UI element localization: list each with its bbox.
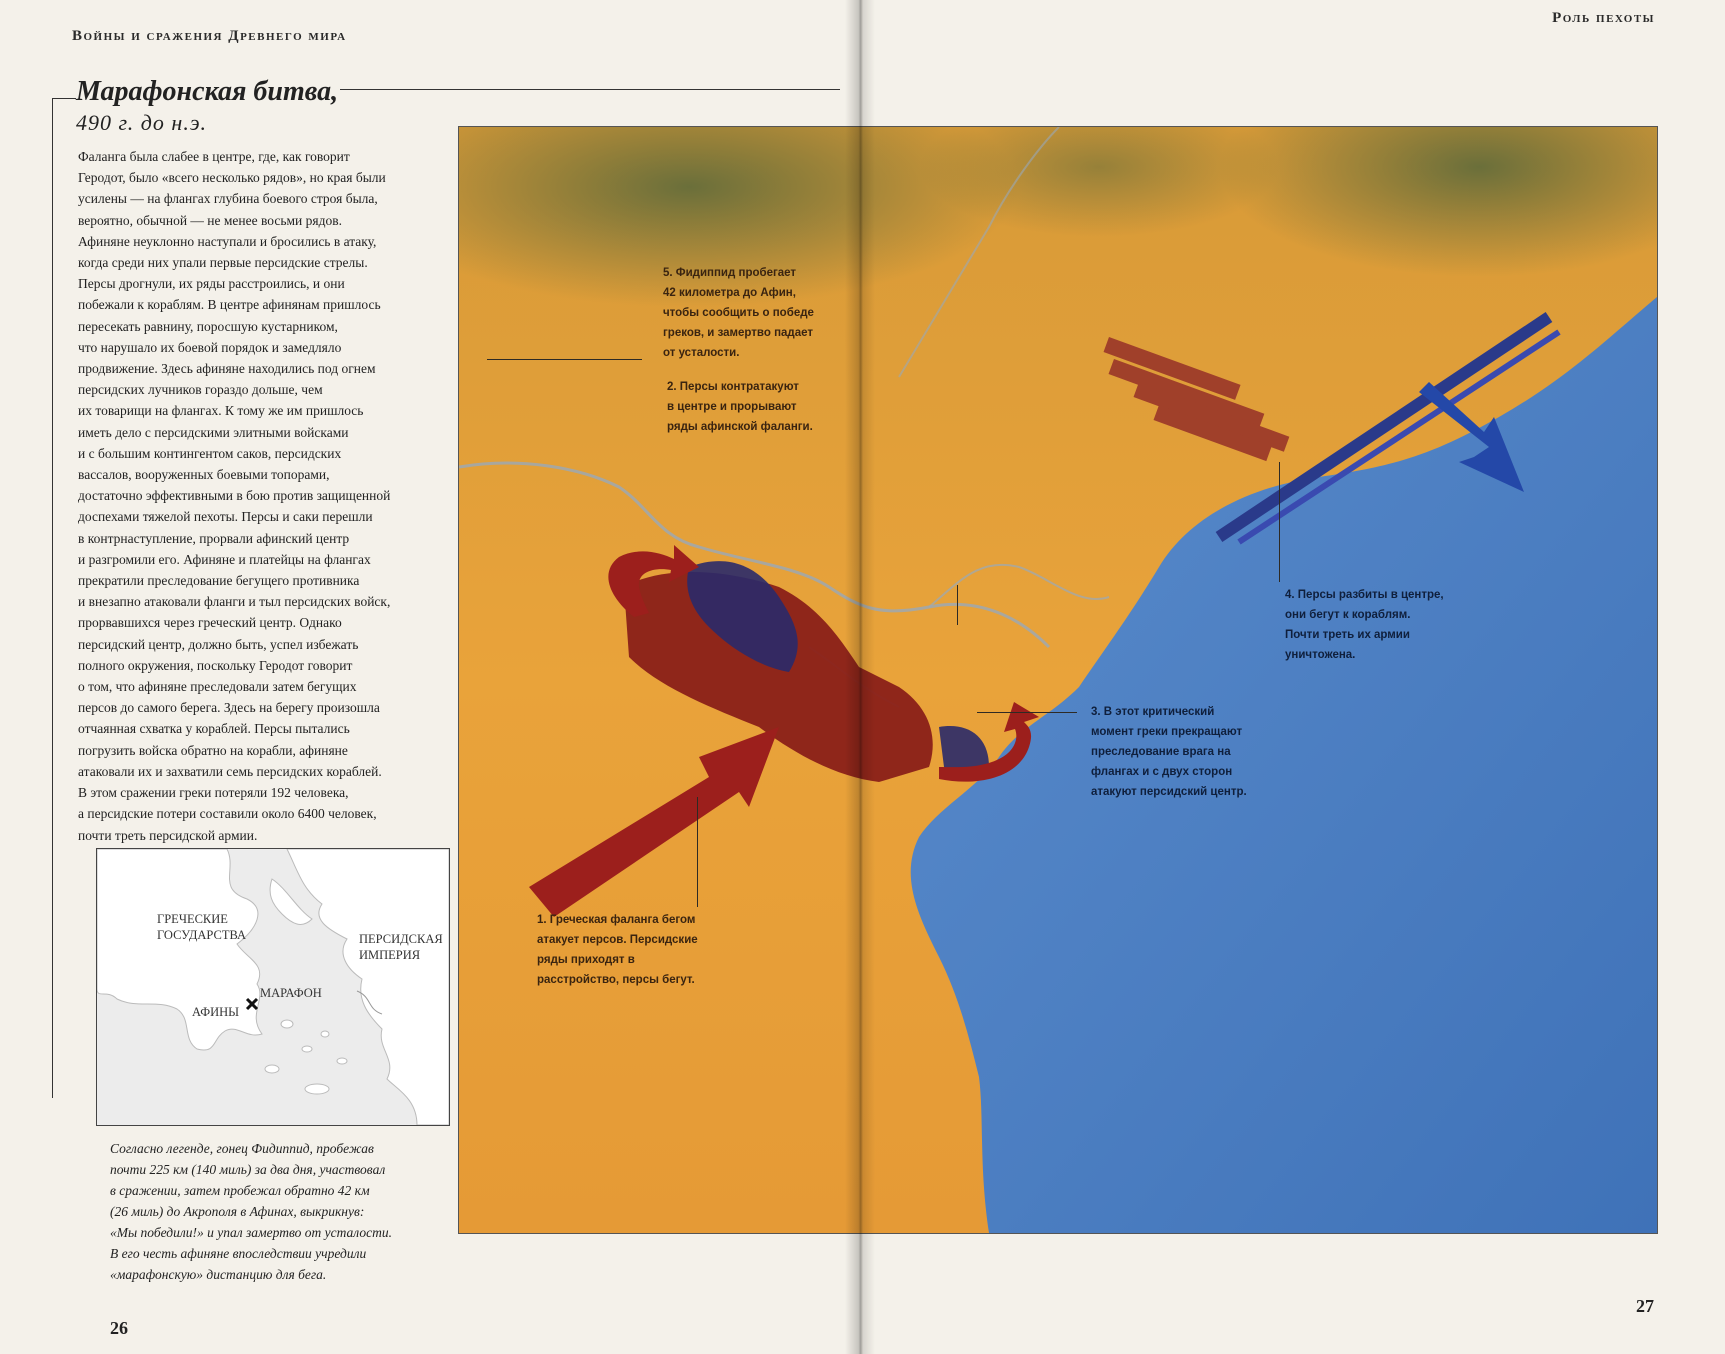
body-line: доспехами тяжелой пехоты. Персы и саки перешли xyxy=(78,509,373,525)
leader-line-4 xyxy=(1279,462,1280,582)
locator-map xyxy=(96,848,450,1126)
body-line: Геродот, было «всего несколько рядов», но края были xyxy=(78,170,386,186)
title-rule-left xyxy=(52,98,76,99)
body-line: полного окружения, поскольку Геродот говорит xyxy=(78,657,353,673)
body-line: достаточно эффективными в бою против защищенной xyxy=(78,488,391,504)
body-line: о том, что афиняне преследовали затем бегущих xyxy=(78,679,357,695)
body-line: персидских лучников гораздо дольше, чем xyxy=(78,382,323,398)
body-line: продвижение. Здесь афиняне находились под огнем xyxy=(78,361,376,377)
body-line: когда среди них упали первые персидские стрелы. xyxy=(78,255,368,271)
body-line: что нарушало их боевой порядок и замедляло xyxy=(78,339,342,355)
body-line: и внезапно атаковали фланги и тыл персидских войск, xyxy=(78,594,391,610)
body-line: и разгромили его. Афиняне и платейцы на флангах xyxy=(78,551,371,567)
body-line: а персидские потери составили около 6400 человек, xyxy=(78,806,377,822)
caption-line: «Мы победили!» и упал замертво от усталости. xyxy=(110,1225,392,1240)
caption xyxy=(110,1138,460,1285)
body-line: усилены — на флангах глубина боевого строя была, xyxy=(78,191,378,207)
article-subtitle: 490 г. до н.э. xyxy=(76,110,208,135)
body-line: В этом сражении греки потеряли 192 человека, xyxy=(78,785,349,801)
caption-line: почти 225 км (140 миль) за два дня, участвовал xyxy=(110,1162,386,1177)
body-line: персов до самого берега. Здесь на берегу произошла xyxy=(78,700,380,716)
body-line: побежали к кораблям. В центре афинянам пришлось xyxy=(78,297,381,313)
page-number-left: 26 xyxy=(110,1318,128,1338)
body-line: атаковали их и захватили семь персидских кораблей. xyxy=(78,763,382,779)
body-line: Афиняне неуклонно наступали и бросились в атаку, xyxy=(78,233,377,249)
body-line: иметь дело с персидскими элитными войсками xyxy=(78,424,349,440)
label-athens: АФИНЫ xyxy=(192,1005,240,1019)
body-line: персидский центр, должно быть, успел избежать xyxy=(78,636,359,652)
callout-1: 1. Греческая фаланга бегом атакует персов. Персидские ряды приходят в расстройство, персы бегут. xyxy=(537,914,698,986)
caption-line: Согласно легенде, гонец Фидиппид, пробежав xyxy=(110,1141,374,1156)
label-marathon: МАРАФОН xyxy=(260,986,322,1000)
body-line: прекратили преследование бегущего противника xyxy=(78,573,360,589)
leader-line-5 xyxy=(487,359,642,360)
article-title: Марафонская битва, xyxy=(76,76,339,107)
body-line: почти треть персидской армии. xyxy=(78,827,258,843)
body-line: пересекать равнину, поросшую кустарником, xyxy=(78,318,338,334)
body-line: Персы дрогнули, их ряды расстроились, и они xyxy=(78,276,345,292)
caption-line: в сражении, затем пробежал обратно 42 км xyxy=(110,1183,370,1198)
body-line: их товарищи на флангах. К тому же им пришлось xyxy=(78,403,364,419)
caption-line: В его честь афиняне впоследствии учредили xyxy=(110,1246,367,1261)
label-persian-empire: ПЕРСИДСКАЯ ИМПЕРИЯ xyxy=(359,932,443,962)
leader-line-2 xyxy=(957,585,958,625)
leader-line-3 xyxy=(977,712,1077,713)
body-line: в контрнаступление, прорвали афинский центр xyxy=(78,530,350,546)
battle-map xyxy=(458,126,1658,1234)
callout-4: 4. Персы разбиты в центре, они бегут к кораблям. Почти треть их армии уничтожена. xyxy=(1285,589,1444,661)
callout-3: 3. В этот критический момент греки прекращают преследование врага на флангах и с двух сторон атакуют персидский центр. xyxy=(1091,706,1247,798)
leader-line-1 xyxy=(697,797,698,907)
title-rule-right xyxy=(340,89,840,90)
battle-map-graphic xyxy=(459,127,1657,1233)
body-line: Фаланга была слабее в центре, где, как говорит xyxy=(78,149,350,164)
body-line: отчаянная схватка у кораблей. Персы пытались xyxy=(78,721,350,737)
label-greek-states: ГРЕЧЕСКИЕ ГОСУДАРСТВА xyxy=(157,912,247,942)
callout-2: 2. Персы контратакуют в центре и прорывают ряды афинской фаланги. xyxy=(667,381,813,433)
body-line: и с большим контингентом саков, персидских xyxy=(78,445,342,461)
body-line: прорвавшихся через греческий центр. Однако xyxy=(78,615,342,631)
body-line: вассалов, вооруженных боевыми топорами, xyxy=(78,467,330,483)
running-head-right: Роль пехоты xyxy=(1552,10,1655,26)
running-head-left: Войны и сражения Древнего мира xyxy=(72,28,347,44)
margin-rule xyxy=(52,98,53,1098)
caption-line: (26 миль) до Акрополя в Афинах, выкрикнув: xyxy=(110,1204,365,1219)
page-number-right: 27 xyxy=(1636,1296,1654,1316)
callout-5: 5. Фидиппид пробегает 42 километра до Афин, чтобы сообщить о победе греков, и замертво падает от усталости. xyxy=(663,267,814,359)
body-line: погрузить войска обратно на корабли, афиняне xyxy=(78,742,348,758)
caption-line: «марафонскую» дистанцию для бега. xyxy=(110,1267,327,1282)
body-line: вероятно, обычной — не менее восьми рядов. xyxy=(78,212,342,228)
article-body xyxy=(78,146,438,846)
